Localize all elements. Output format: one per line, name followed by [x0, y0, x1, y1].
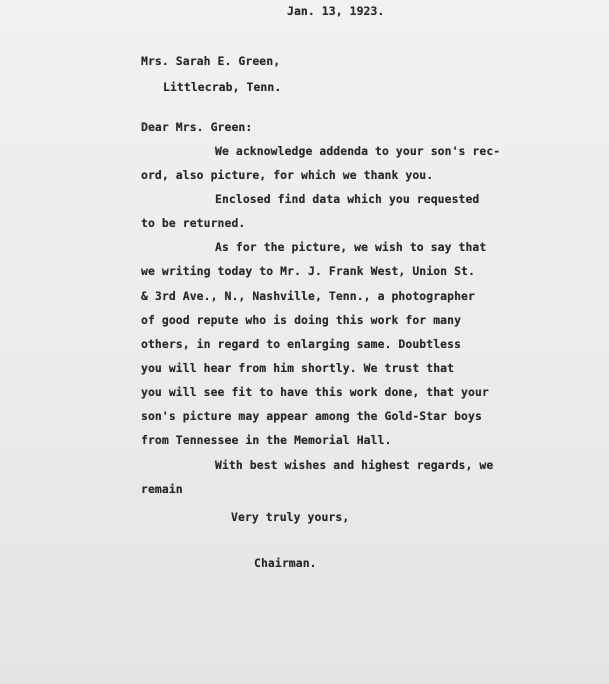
- body-line: you will hear from him shortly. We trust that: [141, 361, 455, 375]
- body-line: With best wishes and highest regards, we: [215, 458, 494, 472]
- recipient-name: Mrs. Sarah E. Green,: [141, 54, 281, 68]
- body-line: you will see fit to have this work done, that your: [141, 385, 489, 399]
- body-line: We acknowledge addenda to your son's rec-: [215, 144, 501, 158]
- body-line: others, in regard to enlarging same. Doubtless: [141, 337, 462, 351]
- salutation: Dear Mrs. Green:: [141, 120, 253, 134]
- body-line: & 3rd Ave., N., Nashville, Tenn., a photographer: [141, 289, 475, 303]
- body-line: As for the picture, we wish to say that: [215, 240, 487, 254]
- body-line: to be returned.: [141, 216, 246, 230]
- body-line: remain: [141, 482, 183, 496]
- closing: Very truly yours,: [231, 510, 350, 524]
- body-line: we writing today to Mr. J. Frank West, Union St.: [141, 264, 475, 278]
- body-line: of good repute who is doing this work for many: [141, 313, 462, 327]
- body-line: Enclosed find data which you requested: [215, 192, 480, 206]
- body-line: son's picture may appear among the Gold-Star boys: [141, 409, 482, 423]
- body-line: ord, also picture, for which we thank you.: [141, 168, 434, 182]
- signature-title: Chairman.: [254, 556, 317, 570]
- recipient-location: Littlecrab, Tenn.: [163, 80, 282, 94]
- letter-date: Jan. 13, 1923.: [287, 4, 385, 18]
- body-line: from Tennessee in the Memorial Hall.: [141, 433, 392, 447]
